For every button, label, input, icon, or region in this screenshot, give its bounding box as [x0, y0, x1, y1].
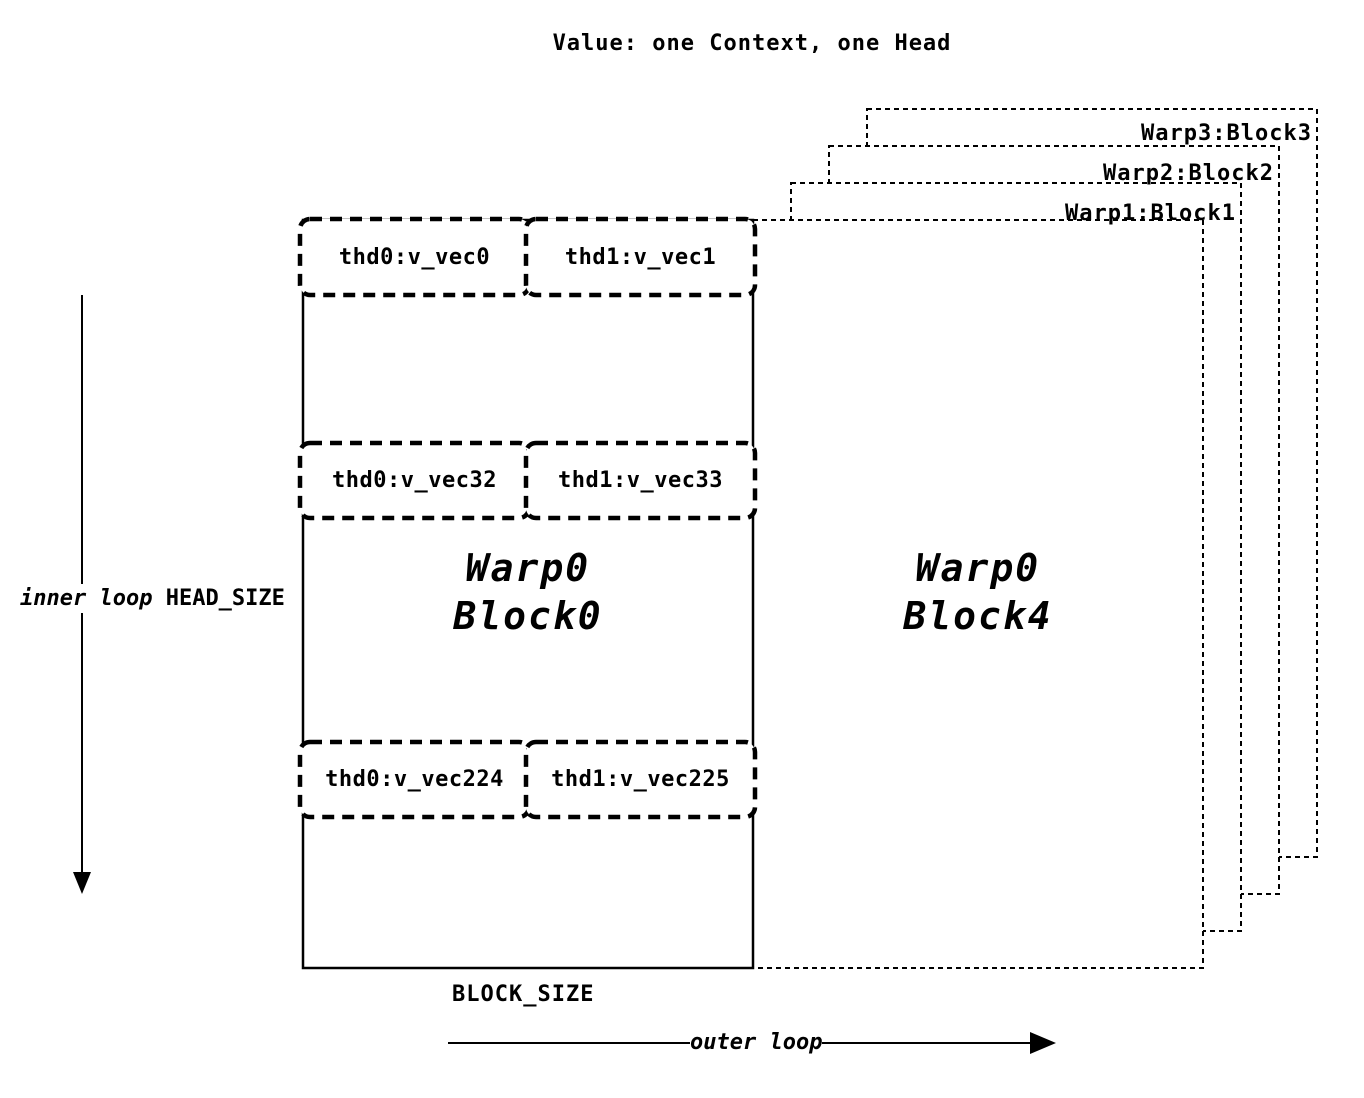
inner-loop-caption: [18, 584, 287, 613]
outer-loop-label: outer loop: [690, 1030, 823, 1055]
thd-cell-label: thd0:v_vec32: [332, 468, 497, 493]
down-arrowhead-icon: [73, 872, 91, 894]
caption-space: [152, 586, 165, 611]
thd-cell-label: thd1:v_vec225: [551, 767, 730, 792]
block-size-label: BLOCK_SIZE: [452, 982, 595, 1007]
thd-cell-label: thd1:v_vec1: [564, 244, 717, 270]
warp0-block4-label: [753, 544, 1203, 640]
warp0-block4-line2: Block4: [903, 594, 1053, 638]
warp1-block1-label: Warp1:Block1: [1065, 201, 1236, 226]
diagram-title: Value: one Context, one Head: [552, 31, 952, 56]
warp0-block0-line1: Warp0: [465, 546, 591, 590]
warp0-block4-line1: Warp0: [915, 546, 1041, 590]
warp3-block3-label: Warp3:Block3: [1141, 121, 1312, 146]
thd-cell-label: thd1:v_vec33: [558, 468, 723, 493]
head-size-label: HEAD_SIZE: [165, 586, 285, 611]
warp2-block2-label: Warp2:Block2: [1103, 161, 1274, 186]
inner-loop-label: inner loop: [20, 586, 153, 611]
right-arrowhead-icon: [1030, 1032, 1056, 1054]
thd-cell-label: thd0:v_vec224: [325, 767, 504, 792]
warp0-block0-label: [303, 544, 753, 640]
thd-cell-label: thd0:v_vec0: [338, 244, 491, 270]
warp0-block0-line2: Block0: [453, 594, 603, 638]
